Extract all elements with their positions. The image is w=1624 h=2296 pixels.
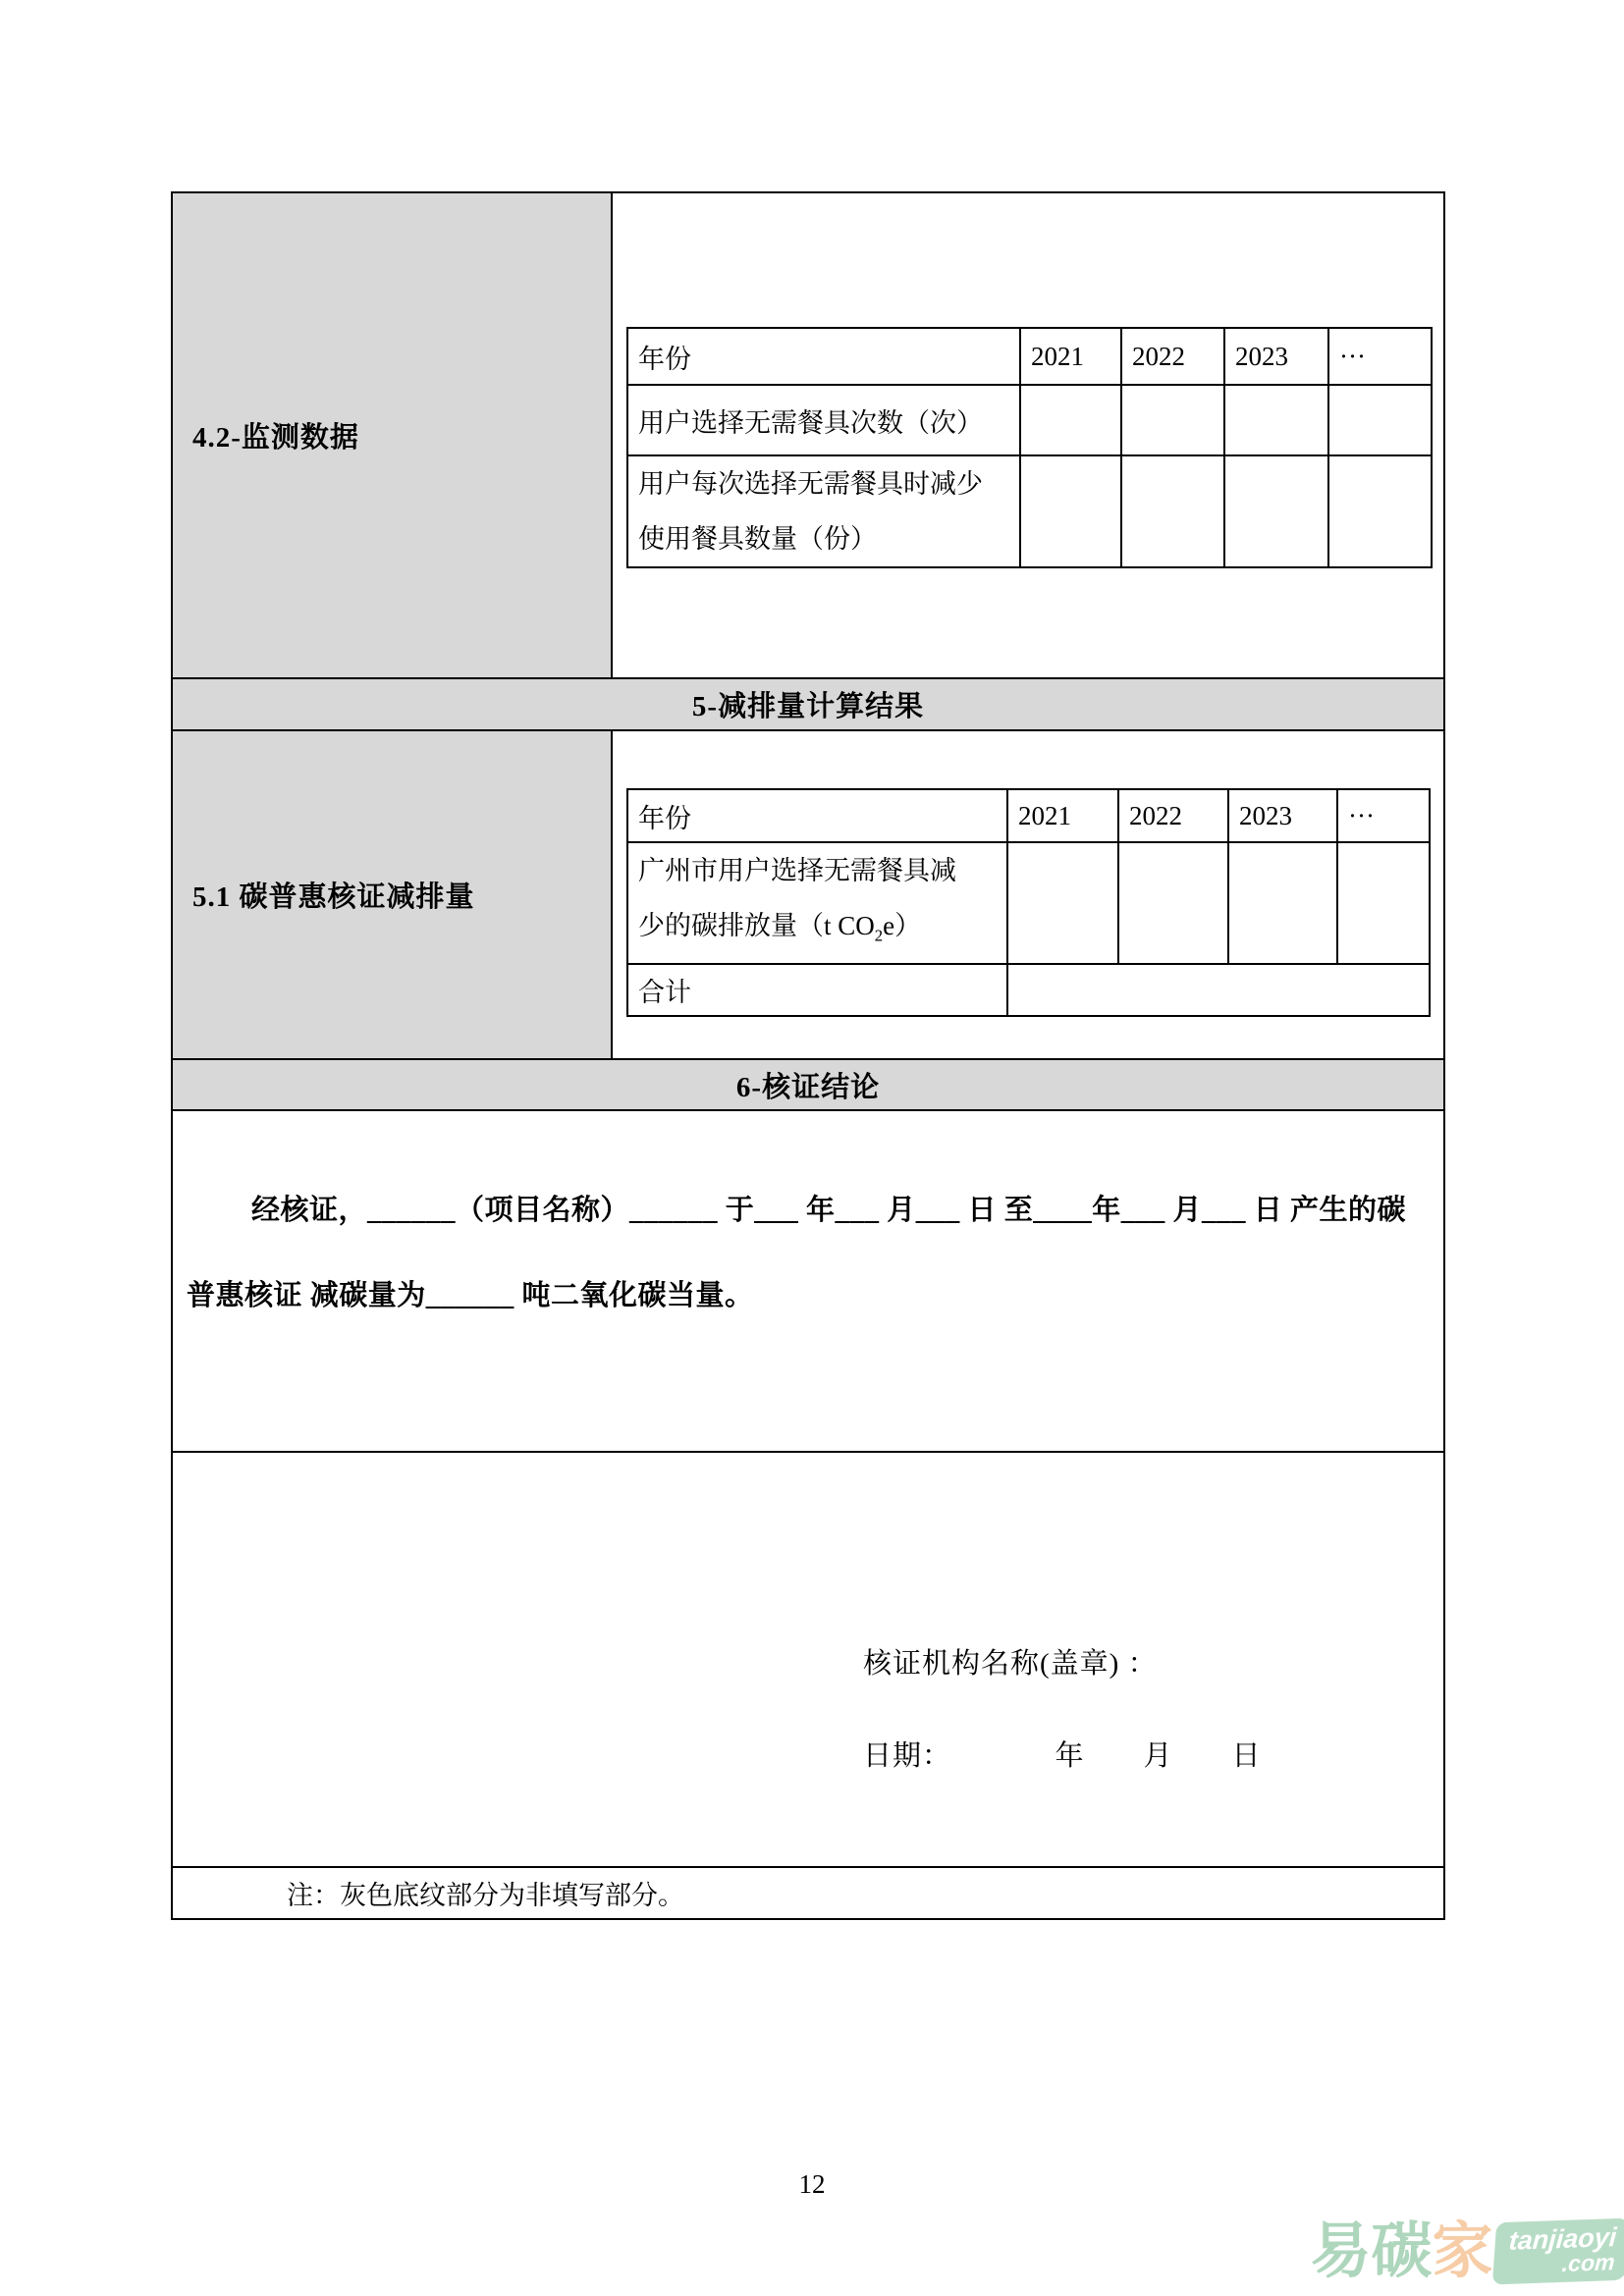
total-merged-empty-cell xyxy=(1007,964,1430,1016)
note-text: 注：灰色底纹部分为非填写部分。 xyxy=(287,1881,684,1910)
conclusion-line-2: 普惠核证 减碳量为______ 吨二氧化碳当量。 xyxy=(187,1280,754,1311)
verification-form-table xyxy=(171,191,1445,1920)
page-number: 12 xyxy=(798,2169,826,2199)
watermark-domain-badge xyxy=(1492,2218,1624,2285)
section-4-2-content-cell xyxy=(613,193,1443,677)
section-5-banner xyxy=(173,677,1443,731)
co2-subscript: 2 xyxy=(874,926,884,945)
row-label-guangzhou-emission: 广州市用户选择无需餐具减 少的碳排放量（t $CO_2e$） xyxy=(627,842,1007,964)
section-6-banner xyxy=(173,1058,1443,1111)
empty-data-cell xyxy=(1328,385,1432,455)
note-row xyxy=(173,1868,1443,1918)
section-5-1-label: 5.1 碳普惠核证减排量 xyxy=(192,881,475,913)
empty-data-cell xyxy=(1121,385,1224,455)
table-total-row xyxy=(627,964,1430,1016)
monitoring-data-table xyxy=(626,327,1433,568)
header-cell-year: 年份 xyxy=(627,328,1020,385)
section-6-banner-title: 6-核证结论 xyxy=(735,1071,881,1103)
empty-data-cell xyxy=(1118,842,1228,964)
empty-data-cell xyxy=(1224,385,1328,455)
total-label-cell: 合计 xyxy=(627,964,1007,1016)
watermark-green-text: 易碳 xyxy=(1310,2216,1433,2285)
table-row xyxy=(627,455,1432,567)
empty-data-cell xyxy=(1121,455,1224,567)
section-4-2-label-cell xyxy=(173,193,613,677)
row-label-cutlery-reduced: 用户每次选择无需餐具时减少 使用餐具数量（份） xyxy=(627,455,1020,567)
empty-data-cell xyxy=(1328,455,1432,567)
section-5-1-content-cell xyxy=(613,731,1443,1058)
header-cell-ellipsis: ··· xyxy=(1328,328,1432,385)
watermark-orange-text: 家 xyxy=(1432,2216,1493,2285)
watermark-badge-line2: .com xyxy=(1561,2249,1617,2277)
section-5-banner-title: 5-减排量计算结果 xyxy=(691,691,925,722)
header-cell-2021: 2021 xyxy=(1020,328,1121,385)
watermark-badge-line1: tanjiaoyi xyxy=(1508,2221,1618,2256)
date-label: 日期： 年 月 日 xyxy=(863,1740,1262,1772)
header-cell-2023: 2023 xyxy=(1228,789,1337,842)
section-4-2-row xyxy=(173,193,1443,677)
empty-data-cell xyxy=(1228,842,1337,964)
section-5-1-row xyxy=(173,731,1443,1058)
header-cell-2022: 2022 xyxy=(1121,328,1224,385)
empty-data-cell xyxy=(1224,455,1328,567)
header-cell-year: 年份 xyxy=(627,789,1007,842)
header-cell-ellipsis: ··· xyxy=(1337,789,1430,842)
row-label-no-cutlery-times: 用户选择无需餐具次数（次） xyxy=(627,385,1020,455)
section-5-1-label-cell xyxy=(173,731,613,1058)
section-4-2-label: 4.2-监测数据 xyxy=(192,422,359,454)
table-row xyxy=(627,842,1430,964)
conclusion-row xyxy=(173,1188,1443,1453)
empty-data-cell xyxy=(1020,455,1121,567)
header-cell-2021: 2021 xyxy=(1007,789,1118,842)
empty-data-cell xyxy=(1020,385,1121,455)
table-row xyxy=(627,385,1432,455)
tanjiaoyi-watermark-logo xyxy=(1310,2216,1624,2285)
table-header-row xyxy=(627,328,1432,385)
header-cell-2022: 2022 xyxy=(1118,789,1228,842)
conclusion-line-1: 经核证，______（项目名称）______ 于___ 年___ 月___ 日 至____年___ 月___ 日 产生的碳 xyxy=(251,1195,1407,1226)
signature-row xyxy=(173,1453,1443,1868)
emission-reduction-table xyxy=(626,788,1431,1017)
table-header-row xyxy=(627,789,1430,842)
header-cell-2023: 2023 xyxy=(1224,328,1328,385)
empty-data-cell xyxy=(1337,842,1430,964)
empty-data-cell xyxy=(1007,842,1118,964)
verification-org-label: 核证机构名称(盖章) ： xyxy=(863,1648,1158,1680)
